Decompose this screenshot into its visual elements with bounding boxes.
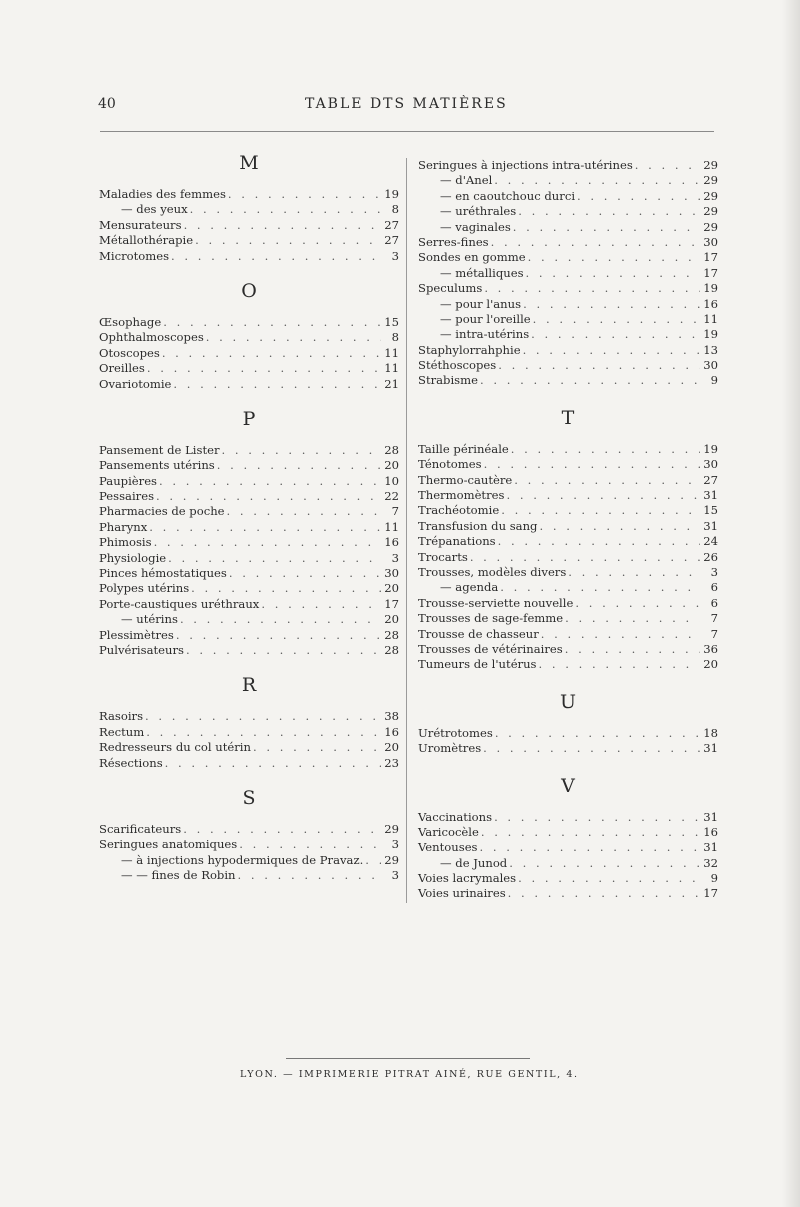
entry-label: Otoscopes: [99, 345, 160, 360]
entry-page-number: 24: [703, 534, 718, 549]
index-entry: [418, 550, 718, 565]
dot-leader: [146, 725, 381, 740]
entry-page-number: 11: [384, 519, 399, 534]
dot-leader: [261, 597, 381, 612]
dot-leader: [575, 596, 700, 611]
dot-leader: [190, 202, 381, 217]
entry-label: — agenda: [440, 580, 499, 595]
entry-label: Pinces hémostatiques: [99, 566, 227, 581]
entry-label: — d'Anel: [440, 173, 493, 188]
entry-page-number: 15: [384, 314, 399, 329]
index-entry: [418, 250, 718, 265]
entry-page-number: 17: [703, 250, 718, 265]
dot-leader: [162, 346, 381, 361]
index-entry: [418, 856, 718, 871]
entry-page-number: 29: [703, 219, 718, 234]
entry-page-number: 29: [703, 204, 718, 219]
entry-page-number: 10: [384, 473, 399, 488]
entry-label: — métalliques: [440, 265, 524, 280]
entry-page-number: 30: [703, 457, 718, 472]
section-letter: V: [561, 774, 575, 797]
dot-leader: [145, 709, 381, 724]
entry-label: — pour l'oreille: [440, 311, 531, 326]
section-letter: T: [561, 406, 575, 429]
index-entry: [418, 726, 718, 741]
dot-leader: [514, 473, 700, 488]
entry-page-number: 15: [703, 503, 718, 518]
dot-leader: [539, 657, 700, 672]
entry-page-number: 6: [710, 580, 718, 595]
section-letter: U: [559, 690, 576, 713]
entry-page-number: 22: [384, 489, 399, 504]
dot-leader: [494, 810, 700, 825]
entry-page-number: 28: [384, 642, 399, 657]
dot-leader: [183, 822, 381, 837]
dot-leader: [156, 489, 381, 504]
entry-page-number: 17: [703, 265, 718, 280]
section-letter: M: [239, 152, 259, 174]
entry-page-number: 3: [391, 868, 399, 883]
dot-leader: [480, 373, 700, 388]
entry-label: Ophthalmoscopes: [99, 330, 204, 345]
entry-label: Pharynx: [99, 519, 148, 534]
section-letter: R: [241, 674, 257, 697]
entry-label: Speculums: [418, 281, 483, 296]
entry-label: Trachéotomie: [418, 503, 500, 518]
entry-page-number: 27: [384, 217, 399, 232]
entry-page-number: 20: [384, 458, 399, 473]
index-entry: [418, 503, 718, 518]
dot-leader: [149, 520, 381, 535]
entry-page-number: 29: [703, 188, 718, 203]
entry-page-number: 19: [703, 441, 718, 456]
dot-leader: [494, 173, 700, 188]
entry-label: Sondes en gomme: [418, 250, 526, 265]
footer-rule: [286, 1058, 530, 1059]
entry-label: Scarificateurs: [99, 821, 182, 836]
index-entry: [99, 520, 399, 535]
entry-label: — en caoutchouc durci: [440, 188, 576, 203]
entry-label: Staphylorrahphie: [418, 342, 521, 357]
entry-label: Pharmacies de poche: [99, 504, 225, 519]
entry-page-number: 29: [384, 852, 399, 867]
entry-page-number: 19: [384, 187, 399, 201]
index-entry: [418, 871, 718, 886]
entry-label: Uromètres: [418, 741, 482, 756]
entry-label: Thermo-cautère: [418, 472, 513, 487]
dot-leader: [171, 249, 381, 264]
index-entry: [99, 709, 399, 724]
dot-leader: [509, 856, 700, 871]
page-number: 40: [98, 96, 116, 112]
entry-label: Trousse-serviette nouvelle: [418, 595, 574, 610]
dot-leader: [239, 837, 381, 852]
index-entry: [99, 597, 399, 612]
entry-page-number: 7: [391, 504, 399, 519]
entry-label: — utérins: [121, 612, 178, 627]
entry-label: Stéthoscopes: [418, 358, 497, 373]
index-entry: [418, 886, 718, 901]
index-entry: [99, 361, 399, 376]
index-entry: [418, 373, 718, 388]
entry-page-number: 9: [710, 373, 718, 388]
dot-leader: [217, 458, 381, 473]
dot-leader: [253, 740, 381, 755]
index-entry: [99, 346, 399, 361]
entry-label: Trousse de chasseur: [418, 626, 539, 641]
entry-label: — vaginales: [440, 219, 511, 234]
entry-label: Tumeurs de l'utérus: [418, 657, 537, 672]
dot-leader: [173, 377, 381, 392]
entry-page-number: 29: [703, 158, 718, 172]
entry-page-number: 29: [703, 173, 718, 188]
printer-imprint: LYON. — IMPRIMERIE PITRAT AINÉ, RUE GENTIL, 4.: [240, 1069, 579, 1080]
entry-label: Polypes utérins: [99, 581, 190, 596]
index-entry: [418, 534, 718, 549]
dot-leader: [523, 297, 700, 312]
entry-label: Voies lacrymales: [418, 871, 517, 886]
entry-label: Mensurateurs: [99, 217, 182, 232]
entry-page-number: 3: [710, 564, 718, 579]
dot-leader: [163, 315, 381, 330]
section-letter: P: [242, 407, 256, 430]
index-entry: [99, 458, 399, 473]
entry-page-number: 28: [384, 442, 399, 457]
index-entry: [99, 443, 399, 458]
entry-label: Trousses de vétérinaires: [418, 641, 563, 656]
index-entry: [418, 204, 718, 219]
index-entry: [99, 853, 399, 868]
dot-leader: [484, 457, 700, 472]
entry-page-number: 19: [703, 327, 718, 342]
entry-label: — de Junod: [440, 855, 508, 870]
entry-label: Transfusion du sang: [418, 518, 538, 533]
index-entry: [418, 343, 718, 358]
dot-leader: [483, 741, 700, 756]
dot-leader: [500, 580, 700, 595]
dot-leader: [533, 312, 700, 327]
dot-leader: [168, 551, 381, 566]
dot-leader: [577, 189, 700, 204]
entry-page-number: 11: [703, 311, 718, 326]
index-entry: [418, 840, 718, 855]
entry-label: — — fines de Robin: [121, 868, 236, 883]
entry-label: Strabisme: [418, 373, 478, 388]
entry-label: Trocarts: [418, 549, 468, 564]
entry-label: Microtomes: [99, 248, 170, 263]
entry-page-number: 20: [384, 612, 399, 627]
entry-page-number: 31: [703, 488, 718, 503]
index-entry: [99, 535, 399, 550]
entry-page-number: 36: [703, 641, 718, 656]
dot-leader: [227, 504, 381, 519]
index-entry: [99, 504, 399, 519]
index-entry: [99, 581, 399, 596]
entry-page-number: 29: [384, 821, 399, 836]
entry-page-number: 7: [710, 611, 718, 626]
entry-page-number: 16: [384, 724, 399, 739]
entry-label: Trousses de sage-femme: [418, 611, 564, 626]
index-entry: [418, 327, 718, 342]
entry-page-number: 30: [384, 566, 399, 581]
entry-label: Rasoirs: [99, 709, 144, 724]
dot-leader: [186, 643, 381, 658]
index-entry: [99, 551, 399, 566]
entry-page-number: 18: [703, 725, 718, 740]
dot-leader: [165, 756, 381, 771]
entry-page-number: 11: [384, 361, 399, 376]
dot-leader: [184, 218, 381, 233]
entry-label: — intra-utérins: [440, 327, 530, 342]
entry-page-number: 31: [703, 741, 718, 756]
index-entry: [418, 642, 718, 657]
index-entry: [418, 519, 718, 534]
entry-label: Résections: [99, 755, 163, 770]
dot-leader: [498, 534, 700, 549]
entry-page-number: 16: [384, 535, 399, 550]
entry-label: Voies urinaires: [418, 886, 506, 901]
index-entry: [418, 810, 718, 825]
index-entry: [418, 825, 718, 840]
index-entry: [418, 220, 718, 235]
entry-page-number: 17: [703, 886, 718, 901]
section-letter: S: [242, 786, 256, 809]
dot-leader: [511, 442, 700, 457]
dot-leader: [528, 250, 700, 265]
dot-leader: [506, 488, 700, 503]
index-entry: [99, 756, 399, 771]
index-entry: [99, 822, 399, 837]
entry-label: — pour l'anus: [440, 296, 522, 311]
entry-page-number: 38: [384, 709, 399, 724]
entry-label: Serres-fines: [418, 234, 489, 249]
entry-label: Ventouses: [418, 840, 478, 855]
dot-leader: [470, 550, 700, 565]
dot-leader: [541, 627, 700, 642]
entry-label: Physiologie: [99, 550, 167, 565]
index-entry: [418, 442, 718, 457]
dot-leader: [565, 611, 700, 626]
dot-leader: [498, 358, 700, 373]
dot-leader: [484, 281, 700, 296]
entry-page-number: 19: [703, 281, 718, 296]
entry-page-number: 13: [703, 342, 718, 357]
dot-leader: [191, 581, 381, 596]
index-entry: [418, 611, 718, 626]
dot-leader: [238, 868, 381, 883]
entry-label: Oreilles: [99, 361, 145, 376]
dot-leader: [635, 158, 700, 173]
entry-label: Taille périnéale: [418, 441, 509, 456]
index-entry: [418, 457, 718, 472]
index-entry: [418, 596, 718, 611]
dot-leader: [513, 220, 700, 235]
index-entry: [418, 281, 718, 296]
index-entry: [418, 741, 718, 756]
entry-label: Urétrotomes: [418, 725, 493, 740]
entry-page-number: 20: [703, 657, 718, 672]
index-entry: [99, 643, 399, 658]
dot-leader: [206, 330, 381, 345]
entry-page-number: 27: [703, 472, 718, 487]
dot-leader: [526, 266, 700, 281]
index-entry: [99, 249, 399, 264]
entry-label: Vaccinations: [418, 809, 493, 824]
entry-label: Métallothérapie: [99, 233, 194, 248]
index-entry: [99, 218, 399, 233]
index-entry: [99, 628, 399, 643]
entry-label: Trousses, modèles divers: [418, 564, 567, 579]
index-entry: [418, 488, 718, 503]
index-entry: [99, 377, 399, 392]
dot-leader: [495, 726, 700, 741]
column-divider: [406, 158, 407, 903]
entry-label: Pansements utérins: [99, 458, 215, 473]
entry-label: Varicocèle: [418, 824, 479, 839]
dot-leader: [481, 825, 700, 840]
index-entry: [99, 489, 399, 504]
entry-page-number: 16: [703, 824, 718, 839]
entry-label: Pansement de Lister: [99, 442, 220, 457]
index-entry: [99, 837, 399, 852]
entry-page-number: 30: [703, 358, 718, 373]
dot-leader: [568, 565, 700, 580]
entry-label: Ovariotomie: [99, 376, 172, 391]
index-entry: [418, 266, 718, 281]
dot-leader: [508, 886, 700, 901]
index-entry: [99, 612, 399, 627]
entry-page-number: 26: [703, 549, 718, 564]
column-top-spacer: [418, 146, 718, 158]
index-entry: [418, 235, 718, 250]
index-entry: [99, 315, 399, 330]
dot-leader: [195, 233, 381, 248]
entry-page-number: 6: [710, 595, 718, 610]
entry-page-number: 7: [710, 626, 718, 641]
entry-label: Maladies des femmes: [99, 187, 226, 201]
index-entry: [99, 868, 399, 883]
entry-page-number: 31: [703, 840, 718, 855]
entry-label: Redresseurs du col utérin: [99, 740, 251, 755]
entry-label: Paupières: [99, 473, 158, 488]
index-entry: [418, 627, 718, 642]
entry-page-number: 8: [391, 330, 399, 345]
entry-label: — des yeux: [121, 202, 188, 217]
entry-label: Thermomètres: [418, 488, 505, 503]
entry-page-number: 9: [710, 871, 718, 886]
index-entry: [418, 158, 718, 173]
dot-leader: [222, 443, 381, 458]
entry-label: Trépanations: [418, 534, 496, 549]
index-entry: [418, 189, 718, 204]
entry-page-number: 30: [703, 234, 718, 249]
entry-label: Porte-caustiques uréthraux: [99, 596, 260, 611]
dot-leader: [501, 503, 700, 518]
dot-leader: [180, 612, 381, 627]
entry-label: Ténotomes: [418, 457, 482, 472]
entry-label: Rectum: [99, 724, 145, 739]
index-entry: [418, 358, 718, 373]
entry-label: — uréthrales: [440, 204, 517, 219]
dot-leader: [531, 327, 700, 342]
entry-label: Plessimètres: [99, 627, 174, 642]
index-entry: [99, 566, 399, 581]
dot-leader: [154, 535, 381, 550]
entry-page-number: 16: [703, 296, 718, 311]
entry-page-number: 8: [391, 202, 399, 217]
entry-label: Phimosis: [99, 535, 152, 550]
entry-page-number: 31: [703, 518, 718, 533]
entry-label: Pessaires: [99, 489, 155, 504]
index-entry: [418, 312, 718, 327]
section-letter: O: [241, 279, 257, 302]
entry-page-number: 3: [391, 550, 399, 565]
entry-page-number: 3: [391, 248, 399, 263]
dot-leader: [518, 204, 700, 219]
dot-leader: [229, 566, 381, 581]
entry-page-number: 21: [384, 376, 399, 391]
index-entry: [418, 657, 718, 672]
index-entry: [418, 565, 718, 580]
dot-leader: [176, 628, 381, 643]
dot-leader: [147, 361, 381, 376]
index-entry: [418, 173, 718, 188]
dot-leader: [539, 519, 700, 534]
index-entry: [418, 297, 718, 312]
index-entry: [99, 187, 399, 202]
index-entry: [418, 473, 718, 488]
entry-page-number: 11: [384, 345, 399, 360]
entry-page-number: 23: [384, 755, 399, 770]
running-title: TABLE DTS MATIÈRES: [305, 96, 508, 112]
index-column-right: [418, 146, 718, 902]
dot-leader: [518, 871, 700, 886]
dot-leader: [365, 853, 381, 868]
entry-page-number: 3: [391, 837, 399, 852]
dot-leader: [491, 235, 700, 250]
index-entry: [99, 740, 399, 755]
index-entry: [418, 580, 718, 595]
entry-page-number: 20: [384, 740, 399, 755]
dot-leader: [228, 187, 381, 202]
index-entry: [99, 725, 399, 740]
entry-page-number: 17: [384, 596, 399, 611]
entry-label: Œsophage: [99, 314, 162, 329]
entry-label: Pulvérisateurs: [99, 642, 184, 657]
entry-page-number: 32: [703, 855, 718, 870]
entry-label: Seringues à injections intra-utérines: [418, 158, 633, 172]
index-entry: [99, 474, 399, 489]
entry-page-number: 20: [384, 581, 399, 596]
header-rule: [100, 131, 714, 132]
entry-label: Seringues anatomiques: [99, 837, 238, 852]
dot-leader: [480, 840, 700, 855]
entry-label: — à injections hypodermiques de Pravaz.: [121, 852, 364, 867]
dot-leader: [159, 474, 381, 489]
entry-page-number: 31: [703, 809, 718, 824]
dot-leader: [565, 642, 700, 657]
index-entry: [99, 233, 399, 248]
index-entry: [99, 202, 399, 217]
dot-leader: [523, 343, 700, 358]
index-column-left: [99, 146, 399, 884]
entry-page-number: 28: [384, 627, 399, 642]
entry-page-number: 27: [384, 233, 399, 248]
index-entry: [99, 330, 399, 345]
